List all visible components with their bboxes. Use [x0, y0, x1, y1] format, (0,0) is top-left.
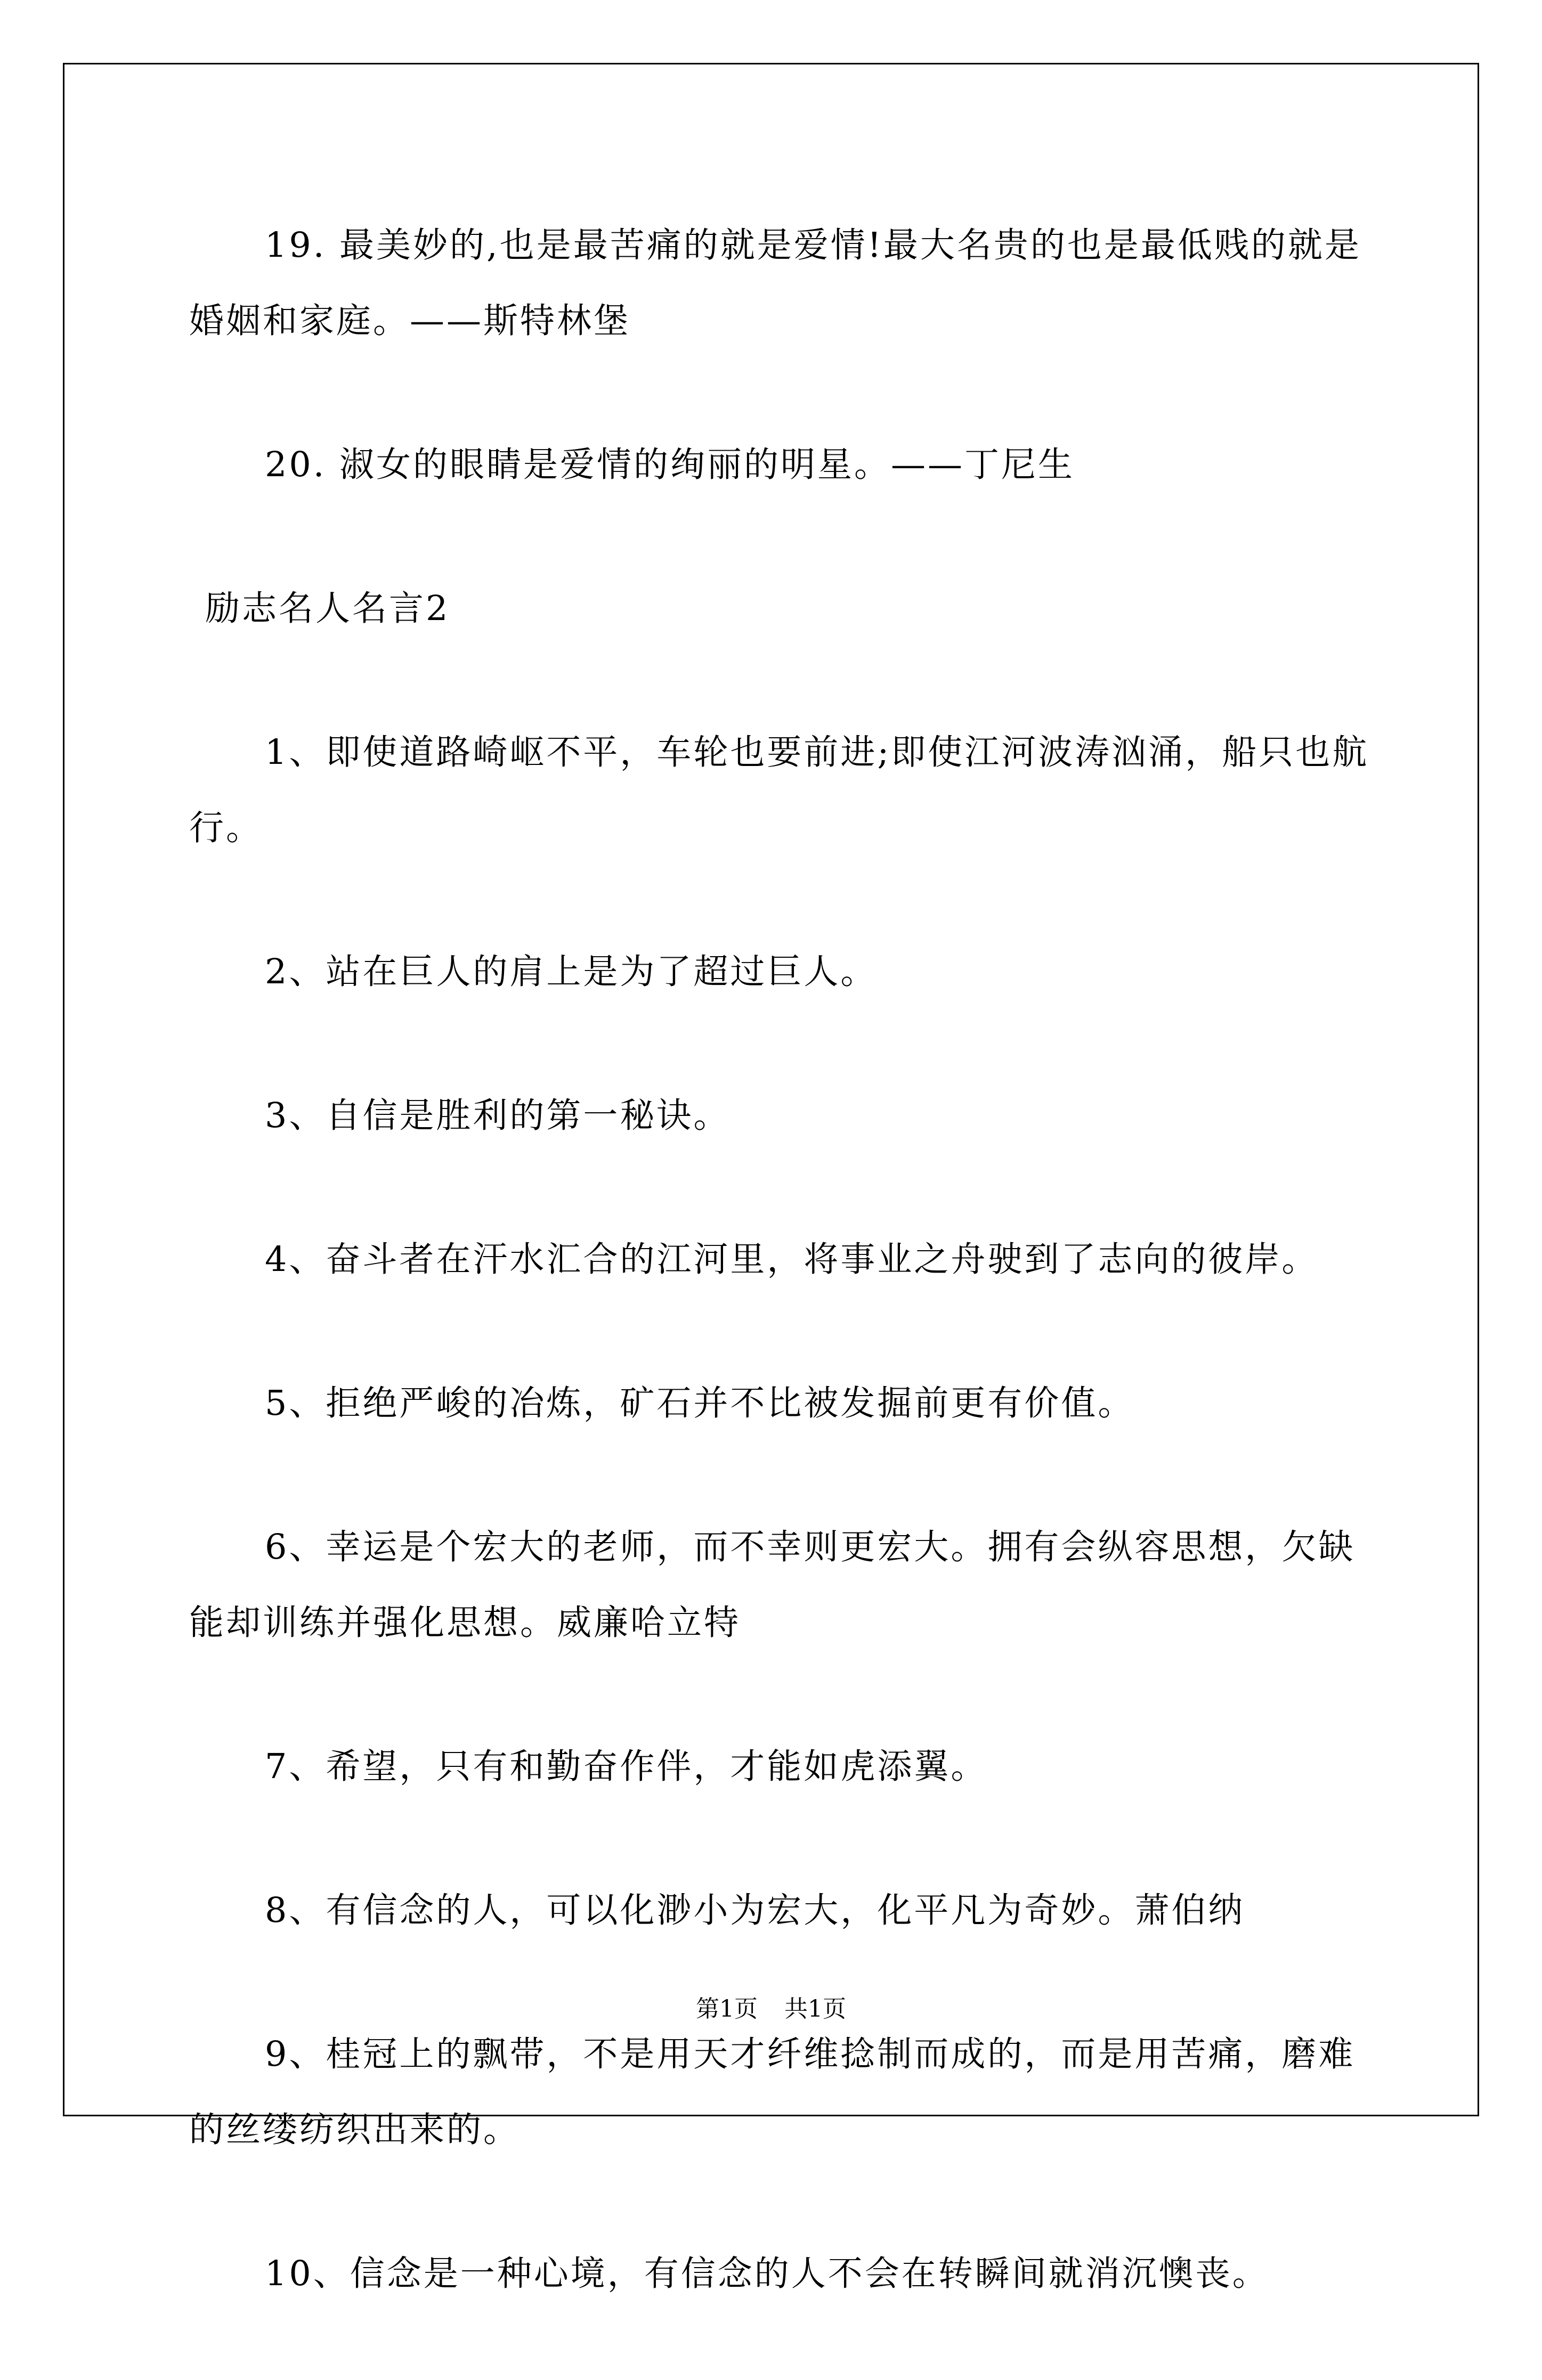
quote-2: 2、站在巨人的肩上是为了超过巨人。	[265, 952, 878, 992]
paragraph-20: 20. 淑女的眼睛是爱情的绚丽的明星。——丁尼生	[265, 445, 1075, 485]
quote-1: 1、即使道路崎岖不平，车轮也要前进;即使江河波涛汹涌，船只也航行。	[189, 732, 1369, 848]
quote-4: 4、奋斗者在汗水汇合的江河里，将事业之舟驶到了志向的彼岸。	[265, 1240, 1319, 1279]
quote-9: 9、桂冠上的飘带，不是用天才纤维捻制而成的，而是用苦痛，磨难的丝缕纺织出来的。	[189, 2034, 1356, 2150]
quote-7: 7、希望，只有和勤奋作伴，才能如虎添翼。	[265, 1747, 988, 1787]
page-number-current: 第1页	[696, 1995, 758, 2023]
quote-8: 8、有信念的人，可以化渺小为宏大，化平凡为奇妙。萧伯纳	[265, 1890, 1245, 1930]
quote-5: 5、拒绝严峻的冶炼，矿石并不比被发掘前更有价值。	[265, 1383, 1135, 1423]
section-heading: 励志名人名言2	[205, 589, 450, 629]
page-footer	[0, 1990, 1542, 2024]
page-number-total: 共1页	[784, 1995, 846, 2023]
quote-10: 10、信念是一种心境，有信念的人不会在转瞬间就消沉懊丧。	[265, 2254, 1269, 2294]
quote-3: 3、自信是胜利的第一秘诀。	[265, 1096, 731, 1136]
paragraph-19: 19. 最美妙的,也是最苦痛的就是爱情!最大名贵的也是最低贱的就是婚姻和家庭。——斯特林堡	[189, 225, 1361, 341]
document-body	[189, 208, 1388, 2380]
quote-6: 6、幸运是个宏大的老师，而不幸则更宏大。拥有会纵容思想，欠缺能却训练并强化思想。威廉哈立特	[189, 1527, 1356, 1643]
